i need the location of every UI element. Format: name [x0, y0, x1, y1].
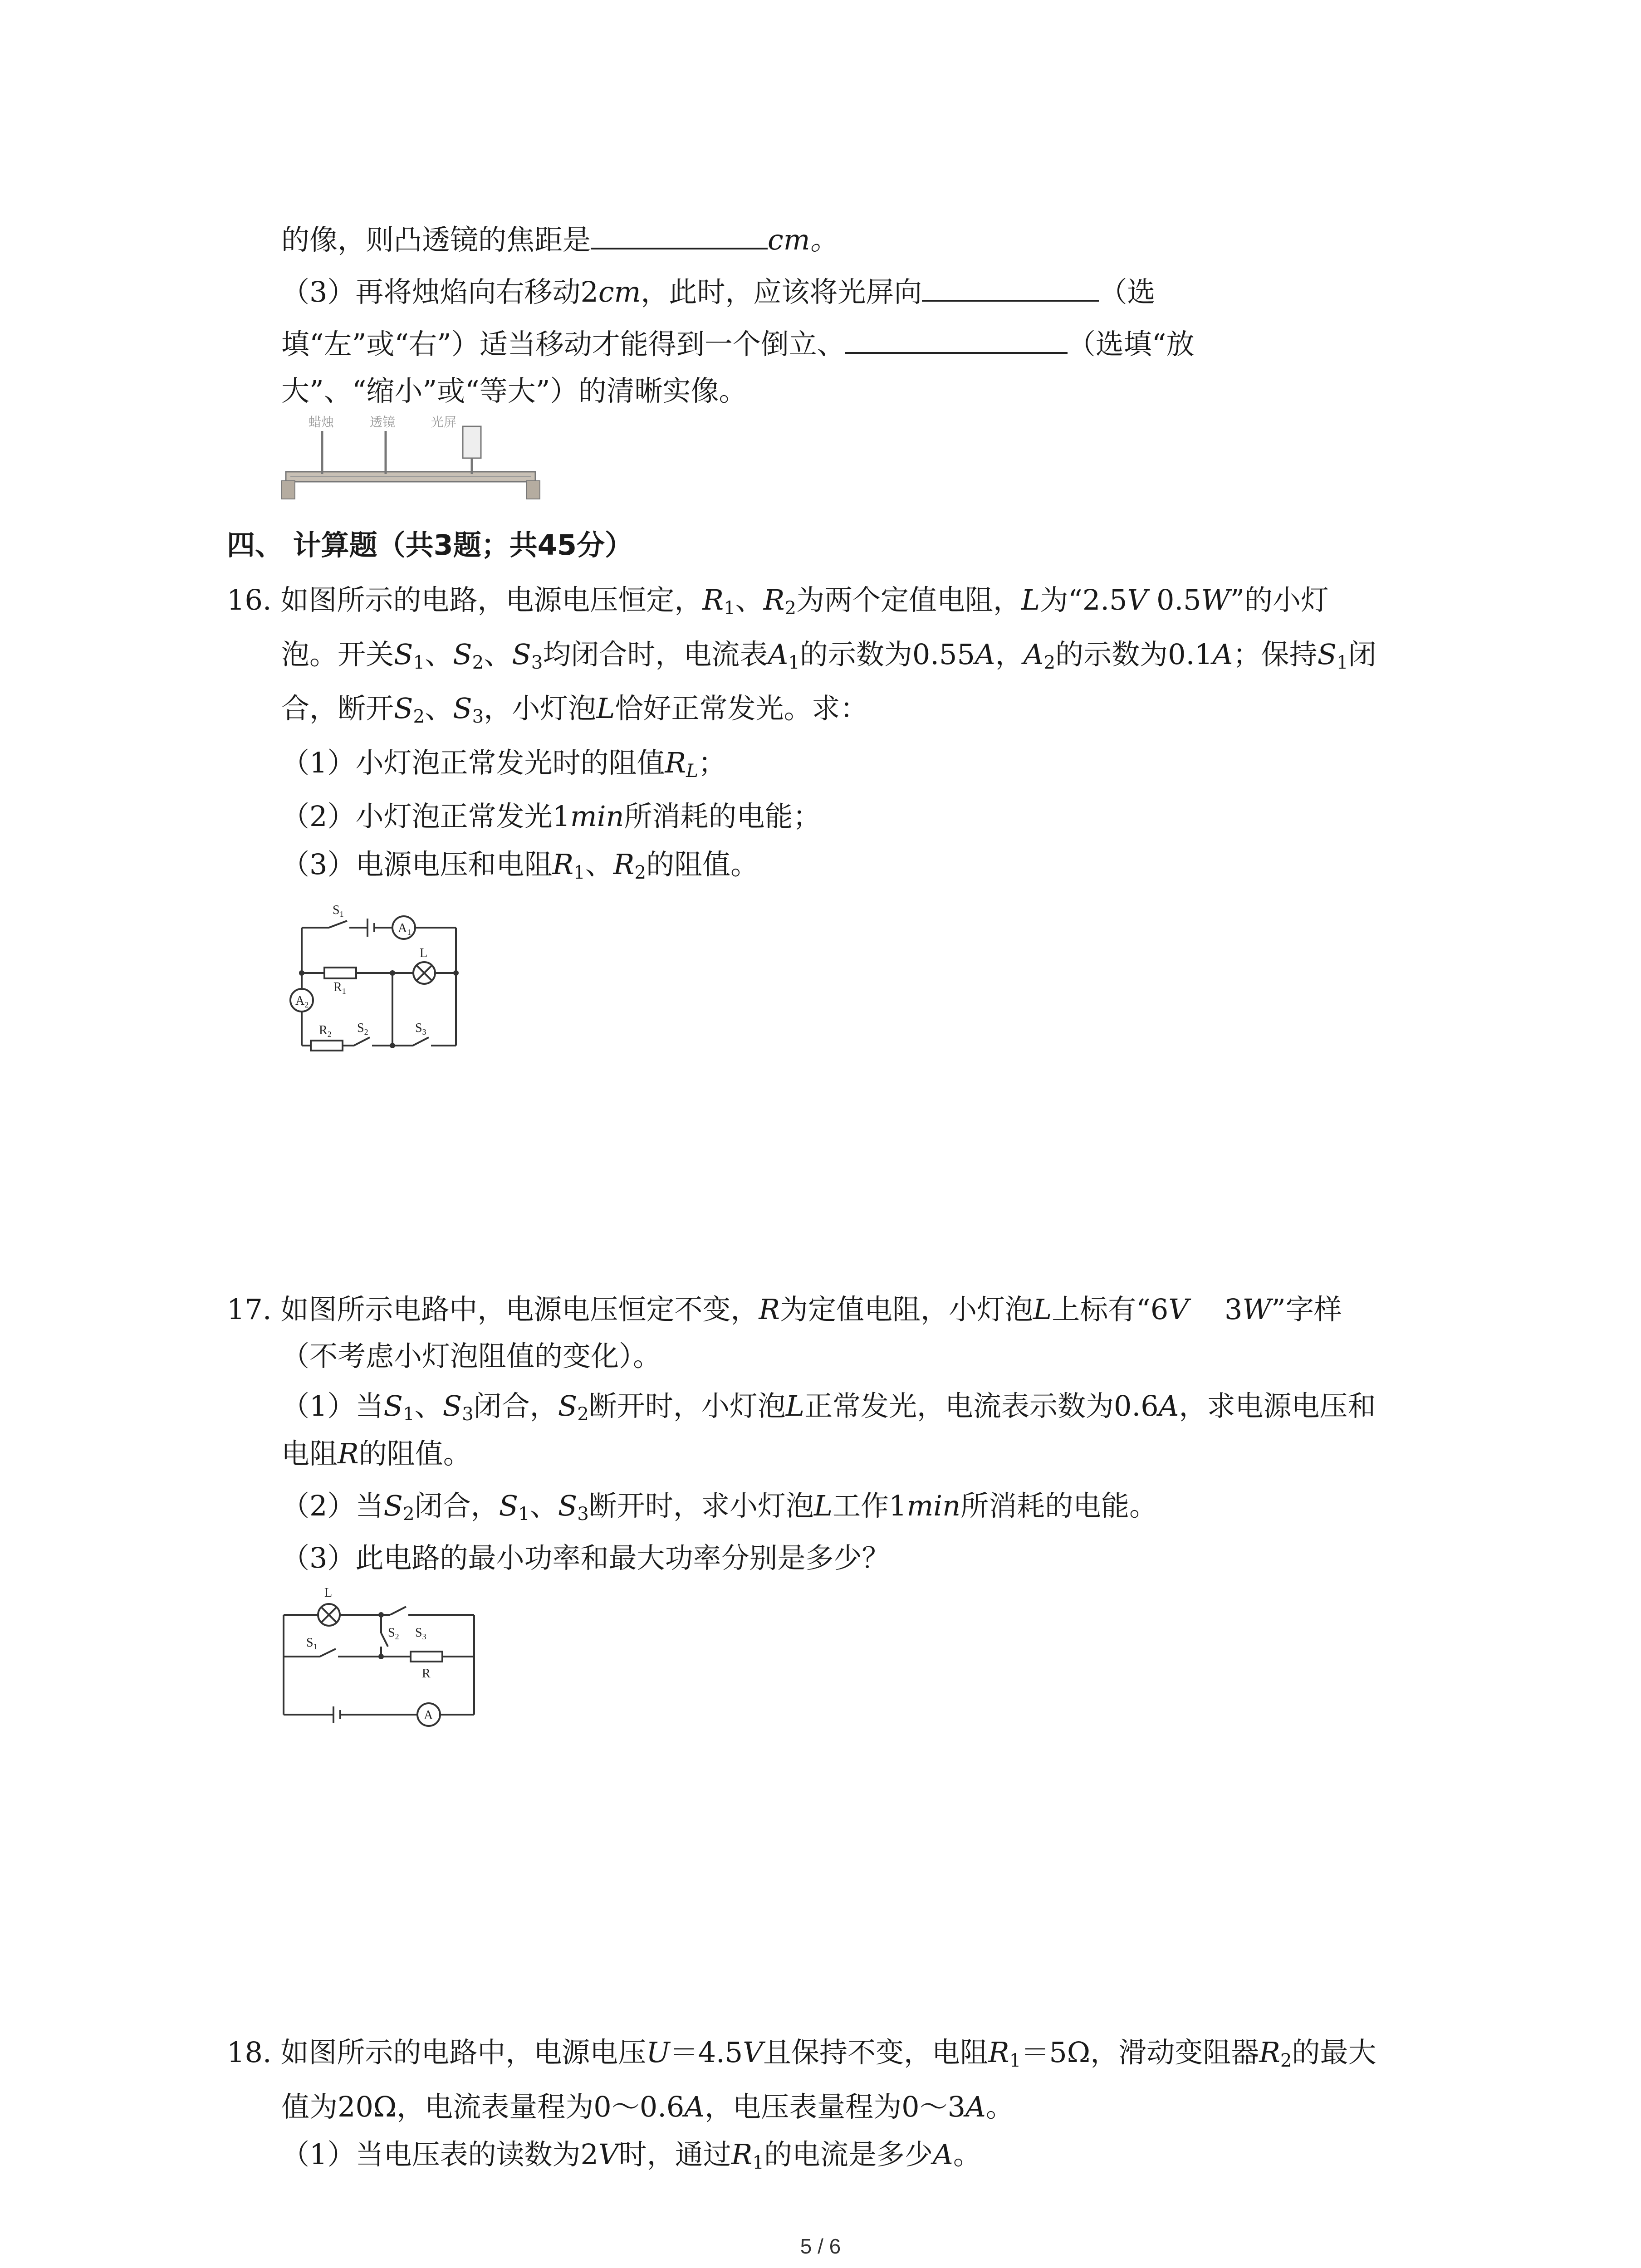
q18-sub-1: （1）当电压表的读数为2V时，通过$R_1$的电流是多少A。: [281, 2138, 981, 2174]
q16-sub-3: （3）电源电压和电阻$R_1$、$R_2$的阻值。: [281, 848, 759, 884]
svg-text:A2: $A_2$: [295, 994, 309, 1009]
svg-text:R: R: [422, 1667, 431, 1681]
q17-sub-1-cont: 电阻R的阻值。: [281, 1437, 471, 1470]
q16-line-2: 泡。开关$S_1$、$S_2$、$S_3$均闭合时，电流表$A_1$的示数为0.55A，$A_2$的示数为0.1A；保持$S_1$闭: [281, 638, 1376, 674]
page-number: 5 / 6: [800, 2234, 841, 2258]
q16-line-1: 16. 如图所示的电路，电源电压恒定，$R_1$、$R_2$为两个定值电阻，L为“2.5V 0.5W”的小灯: [227, 583, 1329, 619]
answer-blank[interactable]: [922, 274, 1099, 302]
svg-text:S3: $S_3$: [415, 1626, 426, 1641]
svg-text:S2: $S_2$: [357, 1021, 368, 1036]
svg-text:R2: $R_2$: [319, 1023, 332, 1039]
svg-text:L: L: [420, 946, 428, 960]
q17-line-2: （不考虑小灯泡阻值的变化）。: [281, 1339, 661, 1373]
bench-label-screen: 光屏: [431, 415, 457, 430]
svg-text:A: A: [424, 1708, 433, 1722]
q17-sub-3: （3）此电路的最小功率和最大功率分别是多少？: [281, 1541, 890, 1574]
answer-blank[interactable]: [845, 326, 1068, 354]
bench-label-lens: 透镜: [370, 415, 396, 430]
q17-line-1: 17. 如图所示电路中，电源电压恒定不变，R为定值电阻，小灯泡L上标有“6V 3W”字样: [227, 1293, 1342, 1326]
bench-label-candle: 蜡烛: [309, 415, 334, 430]
svg-text:A1: $A_1$: [398, 921, 411, 937]
optical-bench-figure: [281, 413, 544, 503]
q15-line-2: （3）再将烛焰向右移动2cm，此时，应该将光屏向 （选: [281, 274, 1155, 310]
svg-text:L: L: [324, 1586, 333, 1600]
section-heading: 四、 计算题（共3题；共45分）: [227, 528, 633, 562]
q15-line-1: 的像，则凸透镜的焦距是 cm。: [281, 221, 838, 258]
q18-line-1: 18. 如图所示的电路中，电源电压U＝4.5V且保持不变，电阻$R_1=5\Omega$，滑动变阻器$R_2$的最大: [227, 2036, 1376, 2072]
q17-sub-1: （1）当$S_1$、$S_3$闭合，$S_2$断开时，小灯泡L正常发光，电流表示数为0.6A，求电源电压和: [281, 1389, 1376, 1425]
q15-line-4: 大”、“缩小”或“等大”）的清晰实像。: [281, 374, 747, 407]
svg-text:S3: $S_3$: [415, 1021, 426, 1036]
q18-line-2: 值为20Ω，电流表量程为0～0.6A，电压表量程为0～3A。: [281, 2090, 1014, 2123]
answer-blank[interactable]: [591, 221, 768, 249]
q17-sub-2: （2）当$S_2$闭合，$S_1$、$S_3$断开时，求小灯泡L工作1min所消耗的电能。: [281, 1489, 1158, 1525]
q15-line-3: 填“左”或“右”）适当移动才能得到一个倒立、 （选填“放: [281, 326, 1195, 362]
q16-sub-1: （1）小灯泡正常发光时的阻值$R_L$；: [281, 746, 726, 782]
q16-circuit-diagram: [279, 896, 470, 1064]
svg-text:S2: $S_2$: [388, 1626, 399, 1641]
svg-text:S1: $S_1$: [333, 903, 344, 919]
q16-line-3: 合，断开$S_2$、$S_3$，小灯泡L恰好正常发光。求：: [281, 692, 868, 728]
q16-sub-2: （2）小灯泡正常发光1min所消耗的电能；: [281, 800, 821, 833]
svg-text:R1: $R_1$: [333, 980, 346, 996]
q17-circuit-diagram: [279, 1579, 483, 1728]
svg-text:S1: $S_1$: [306, 1636, 318, 1651]
